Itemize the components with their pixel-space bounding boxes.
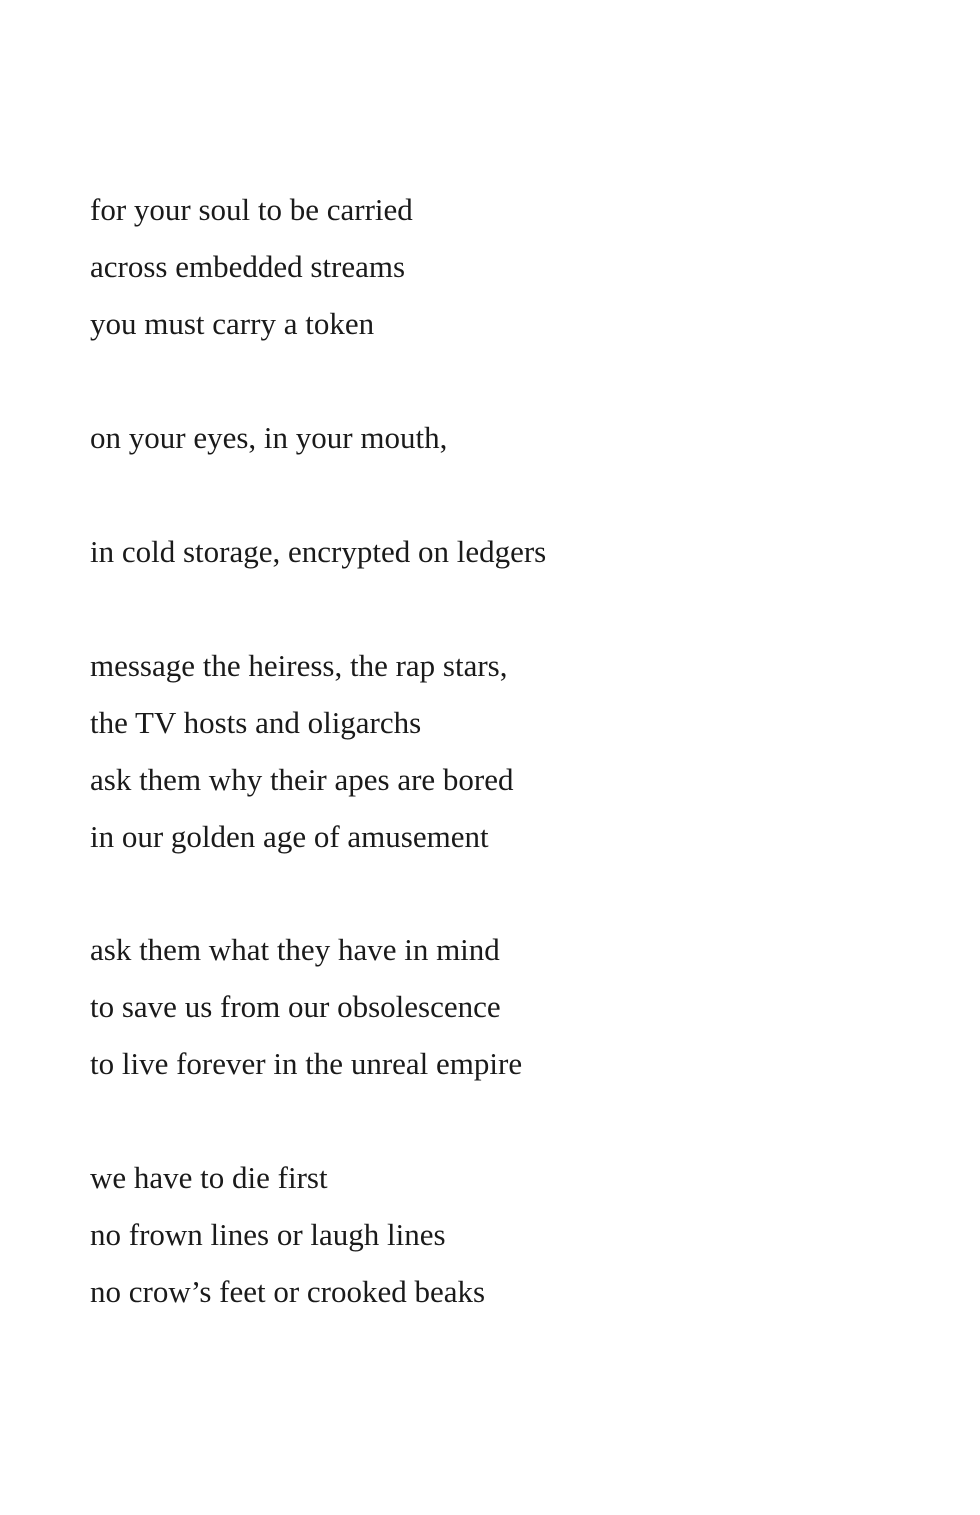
poem-line: you must carry a token (90, 306, 375, 341)
poem-line: to live forever in the unreal empire (90, 1046, 523, 1081)
poem-line: to save us from our obsolescence (90, 989, 501, 1024)
poem-line: message the heiress, the rap stars, (90, 648, 508, 683)
poem-line: in our golden age of amusement (90, 819, 489, 854)
poem-line: the TV hosts and oligarchs (90, 705, 422, 740)
poem-line: for your soul to be carried (90, 192, 413, 227)
poem-line: in cold storage, encrypted on ledgers (90, 534, 547, 569)
poem-line: ask them why their apes are bored (90, 762, 514, 797)
poem-line: across embedded streams (90, 249, 406, 284)
poem-line: on your eyes, in your mouth, (90, 420, 448, 455)
poem-line: no frown lines or laugh lines (90, 1217, 446, 1252)
poem-line: we have to die first (90, 1160, 328, 1195)
poem-line: ask them what they have in mind (90, 932, 500, 967)
poem-line: no crow’s feet or crooked beaks (90, 1274, 486, 1309)
